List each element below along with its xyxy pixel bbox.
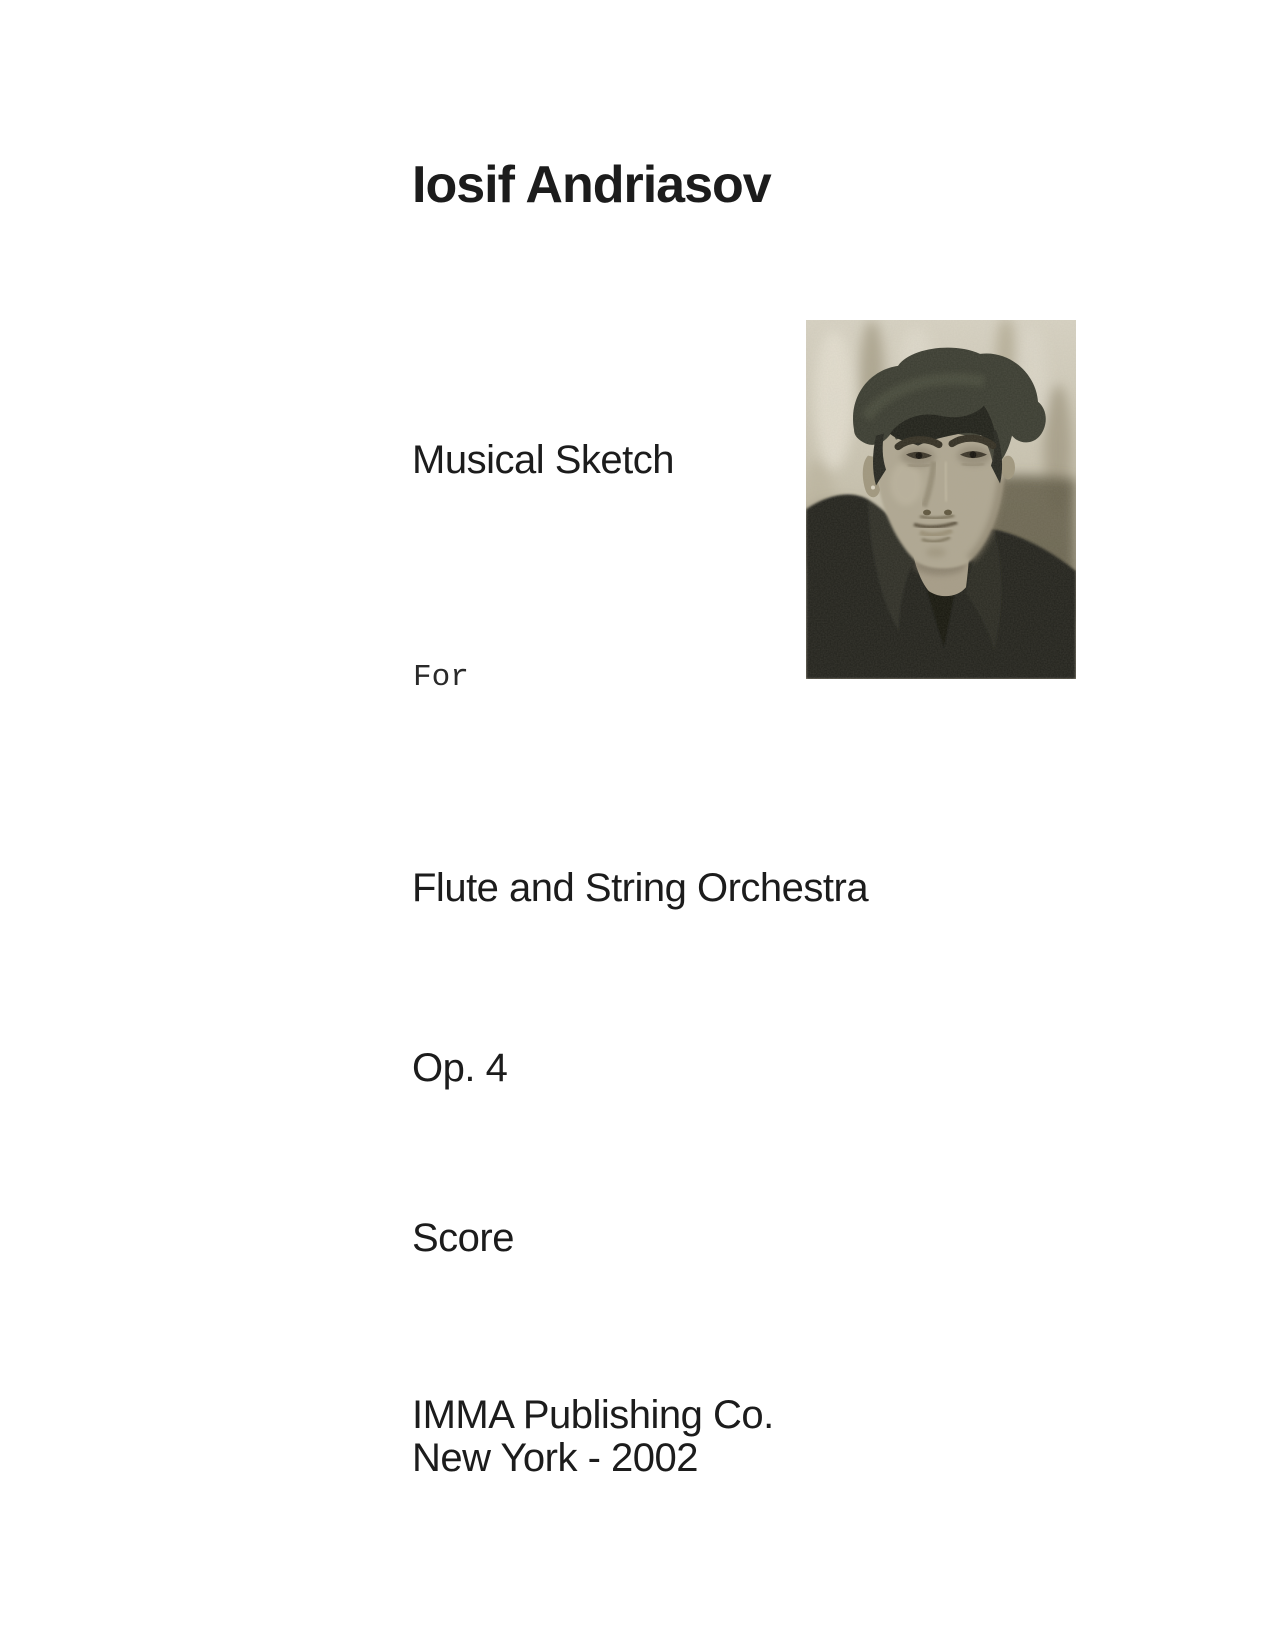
instrumentation: Flute and String Orchestra [412, 866, 869, 910]
composer-name: Iosif Andriasov [412, 156, 771, 214]
opus-number: Op. 4 [412, 1046, 508, 1090]
publisher-name: IMMA Publishing Co. [412, 1393, 774, 1437]
city-year: New York - 2002 [412, 1436, 699, 1480]
work-title: Musical Sketch [412, 438, 674, 482]
score-label: Score [412, 1216, 514, 1260]
for-label: For [413, 660, 469, 695]
portrait-photo [806, 320, 1076, 679]
